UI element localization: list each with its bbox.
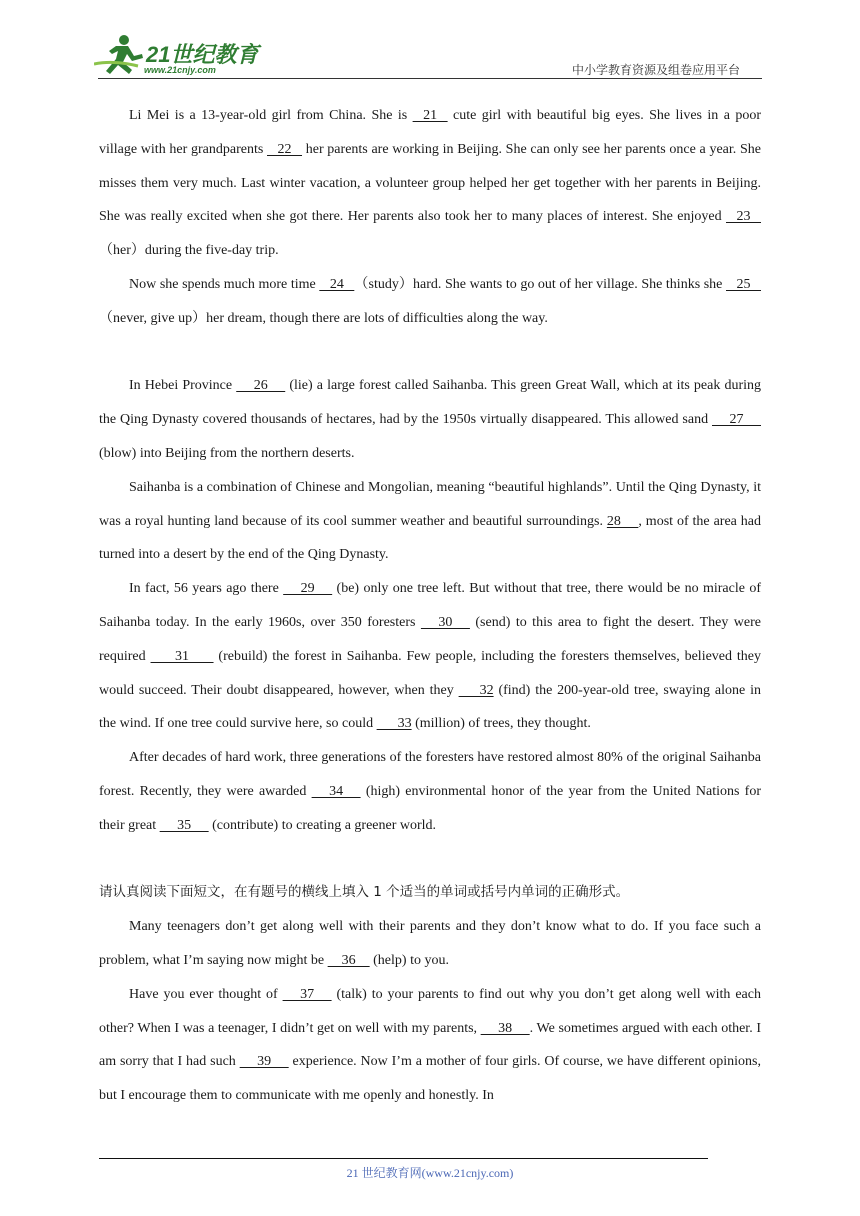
section-spacer	[99, 843, 761, 877]
text-span: （study）hard. She wants to go out of her village. She thinks she	[354, 276, 726, 292]
blank-23: 23	[726, 209, 761, 225]
blank-36: 36	[327, 952, 370, 968]
passage1-paragraph2	[99, 268, 761, 336]
document-body	[99, 99, 761, 1113]
blank-30: 30	[420, 614, 470, 630]
passage2-paragraph1	[99, 369, 761, 470]
text-span: After decades of hard work, three generations of the foresters have restored almost 80% of the original Saihanba forest. Recently, they were awarded	[99, 750, 761, 799]
passage1-paragraph1	[99, 99, 761, 268]
text-span: her parents are working in Beijing. She can only see her parents once a year. She misses them very much. Last winter vacation, a volunteer group helped her get together with her parents in Beijing. She was really excited when she got there. Her parents also took her to many places of interest. She enjoyed	[99, 141, 762, 225]
blank-37: 37	[282, 986, 332, 1002]
text-span: (talk) to your parents to find out why you don’t get along well with each other? When I was a teenager, I didn’t get on well with my parents,	[99, 986, 761, 1036]
text-span: (be) only one tree left. But without that tree, there would be no miracle of Saihanba today. In the early 1960s, over 350 foresters	[99, 581, 761, 630]
text-span: Many teenagers don’t get along well with their parents and they don’t know what to do. If you face such a problem, what I’m saying now might be	[99, 919, 761, 968]
text-span: experience. Now I’m a mother of four girls. Of course, we have different opinions, but I encourage them to communicate with me openly and honestly. In	[99, 1054, 761, 1104]
footer-divider	[99, 1158, 708, 1159]
blank-28: 28	[606, 513, 639, 529]
text-span: (lie) a large forest called Saihanba. This green Great Wall, which at its peak during the Qing Dynasty covered thousands of hectares, had by the 1950s virtually disappeared. This allowed sand	[99, 378, 762, 428]
text-span: In Hebei Province	[129, 378, 237, 394]
text-span: Li Mei is a 13-year-old girl from China. She is	[129, 108, 413, 123]
logo-url: www.21cnjy.com	[144, 65, 216, 75]
text-span: Now she spends much more time	[129, 276, 320, 292]
text-span: Saihanba is a combination of Chinese and Mongolian, meaning “beautiful highlands”. Until the Qing Dynasty, it was a royal hunting land because of its cool summer weather and beautiful surroundings.	[99, 479, 761, 529]
text-span: (find) the 200-year-old tree, swaying alone in the wind. If one tree could survive here, so could	[99, 682, 761, 732]
passage2-paragraph4	[99, 741, 761, 842]
header-divider	[98, 78, 762, 79]
blank-31: 31	[150, 648, 214, 664]
text-span: (million) of trees, they thought.	[411, 716, 591, 732]
text-span: Have you ever thought of	[129, 986, 283, 1002]
blank-39: 39	[239, 1054, 289, 1070]
passage2-paragraph2	[99, 471, 761, 572]
text-span: (contribute) to creating a greener world.	[208, 817, 437, 833]
text-span: (help) to you.	[369, 952, 449, 968]
blank-22: 22	[267, 141, 303, 157]
text-span: . We sometimes argued with each other. I am sorry that I had such	[99, 1020, 761, 1070]
text-span: （never, give up）her dream, though there are lots of difficulties along the way.	[99, 310, 548, 326]
passage3-paragraph1	[99, 910, 761, 978]
blank-25: 25	[726, 276, 761, 292]
blank-21: 21	[412, 108, 448, 123]
text-span: , most of the area had turned into a desert by the end of the Qing Dynasty.	[99, 513, 762, 563]
text-span: (high) environmental honor of the year from the United Nations for their great	[99, 783, 761, 833]
blank-29: 29	[283, 581, 333, 597]
blank-24: 24	[319, 276, 355, 292]
header-tagline: 中小学教育资源及组卷应用平台	[572, 63, 741, 77]
footer-text: 21 世纪教育网(www.21cnjy.com)	[346, 1166, 514, 1180]
passage3-paragraph2	[99, 978, 761, 1113]
blank-32: 32	[458, 682, 494, 698]
logo-text: 21世纪教育	[146, 42, 259, 67]
section-spacer	[99, 336, 761, 370]
text-span: (blow) into Beijing from the northern deserts.	[99, 445, 355, 461]
text-span: In fact, 56 years ago there	[129, 581, 284, 597]
passage2-paragraph3	[99, 572, 761, 741]
text-span: cute girl with beautiful big eyes. She lives in a poor village with her grandparents	[99, 108, 761, 157]
text-span: (send) to this area to fight the desert. They were required	[99, 614, 762, 664]
blank-38: 38	[480, 1020, 530, 1036]
page-header	[0, 0, 860, 80]
text-span: （her）during the five-day trip.	[99, 243, 279, 259]
blank-35: 35	[159, 817, 209, 833]
blank-34: 34	[311, 783, 361, 799]
blank-33: 33	[376, 716, 412, 732]
text-span: (rebuild) the forest in Saihanba. Few people, including the foresters themselves, believed they would succeed. Their doubt disappeared, however, when they	[99, 648, 761, 698]
blank-26: 26	[236, 378, 286, 394]
blank-27: 27	[712, 412, 761, 428]
instruction-text: 请认真阅读下面短文，在有题号的横线上填入 1 个适当的单词或括号内单词的正确形式。	[99, 884, 630, 901]
